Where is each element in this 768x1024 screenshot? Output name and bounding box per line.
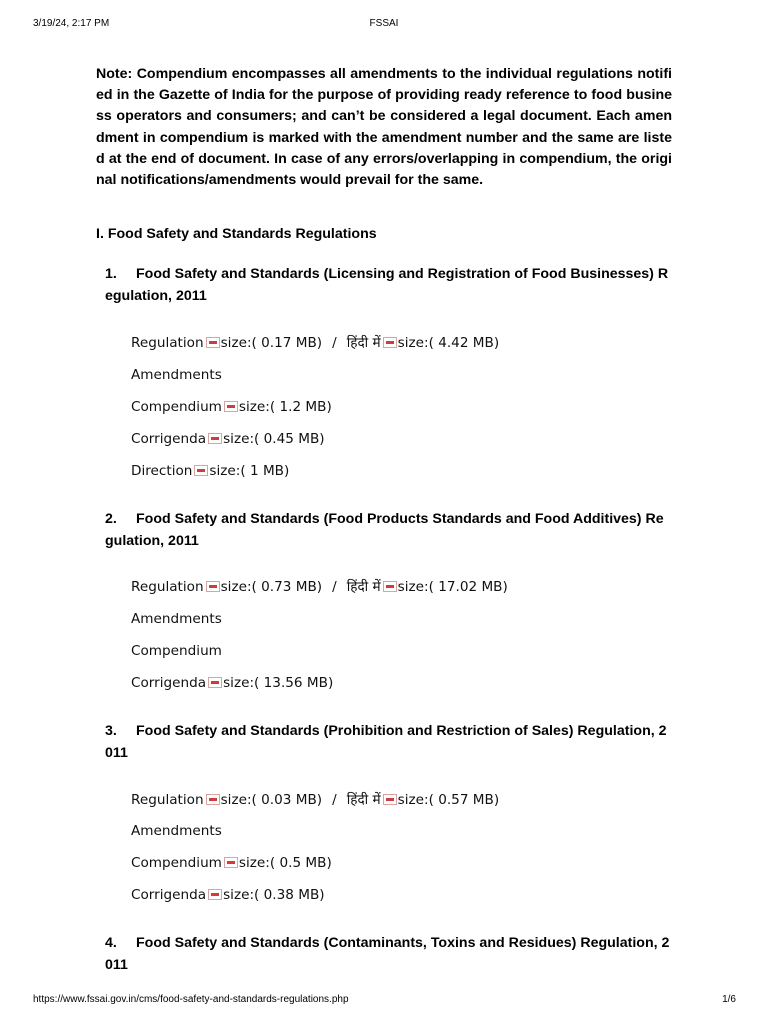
regulation-title: Food Safety and Standards (Contaminants, Toxins and Residues) Regulation, 2011	[105, 935, 670, 973]
file-size: size:( 13.56 MB)	[223, 675, 334, 691]
regulation-heading-4	[105, 933, 672, 976]
regulation-3-compendium-row	[131, 854, 332, 872]
regulation-number: 3.	[105, 723, 117, 739]
file-size: size:( 1.2 MB)	[238, 399, 332, 415]
regulation-heading-2	[105, 509, 672, 552]
file-size: size:( 0.38 MB)	[223, 887, 325, 903]
regulation-heading-3	[105, 721, 672, 764]
hindi-link[interactable]: हिंदी में	[346, 792, 381, 808]
file-size: size:( 17.02 MB)	[397, 579, 508, 595]
corrigenda-link[interactable]: Corrigenda	[131, 675, 207, 691]
hindi-link[interactable]: हिंदी में	[346, 335, 381, 351]
regulation-2-amendments-row	[131, 610, 222, 628]
compendium-link[interactable]: Compendium	[131, 643, 222, 659]
pdf-icon[interactable]	[206, 794, 220, 805]
separator: /	[332, 579, 337, 595]
pdf-icon[interactable]	[208, 889, 222, 900]
pdf-icon[interactable]	[206, 337, 220, 348]
pdf-icon[interactable]	[208, 433, 222, 444]
regulation-link[interactable]: Regulation	[131, 579, 204, 595]
file-size: size:( 1 MB)	[209, 463, 290, 479]
regulation-2-compendium-row	[131, 642, 222, 660]
amendments-link[interactable]: Amendments	[131, 823, 222, 839]
print-page-title: FSSAI	[369, 18, 399, 29]
file-size: size:( 0.5 MB)	[238, 855, 332, 871]
regulation-2-regulation-row	[131, 578, 508, 596]
pdf-icon[interactable]	[194, 465, 208, 476]
separator: /	[332, 792, 337, 808]
pdf-icon[interactable]	[383, 581, 397, 592]
regulation-title: Food Safety and Standards (Food Products Standards and Food Additives) Regulation, 2011	[105, 511, 664, 549]
regulation-link[interactable]: Regulation	[131, 792, 204, 808]
pdf-icon[interactable]	[208, 677, 222, 688]
regulation-1-corrigenda-row	[131, 430, 325, 448]
compendium-link[interactable]: Compendium	[131, 855, 222, 871]
pdf-icon[interactable]	[383, 337, 397, 348]
regulation-number: 4.	[105, 935, 117, 951]
regulation-title: Food Safety and Standards (Prohibition and Restriction of Sales) Regulation, 2011	[105, 723, 667, 761]
regulation-heading-1	[105, 264, 672, 307]
file-size: size:( 4.42 MB)	[397, 335, 500, 351]
file-size: size:( 0.17 MB)	[220, 335, 323, 351]
corrigenda-link[interactable]: Corrigenda	[131, 887, 207, 903]
compendium-note: Note: Compendium encompasses all amendments to the individual regulations notified in the Gazette of India for the purpose of providing ready reference to food business operators and consumers; and can’t be considered a legal document. Each amendment in compendium is marked with the amendment number and the same are listed at the end of document. In case of any errors/overlapping in compendium, the original notifications/amendments would prevail for the same.	[96, 66, 672, 189]
page-url: https://www.fssai.gov.in/cms/food-safety-and-standards-regulations.php	[33, 994, 349, 1005]
pdf-icon[interactable]	[224, 857, 238, 868]
regulation-1-amendments-row	[131, 366, 222, 384]
pdf-icon[interactable]	[224, 401, 238, 412]
regulation-3-regulation-row	[131, 791, 499, 809]
pdf-icon[interactable]	[206, 581, 220, 592]
regulation-1-compendium-row	[131, 398, 332, 416]
regulation-3-amendments-row	[131, 822, 222, 840]
amendments-link[interactable]: Amendments	[131, 367, 222, 383]
file-size: size:( 0.57 MB)	[397, 792, 500, 808]
regulation-1-direction-row	[131, 462, 289, 480]
file-size: size:( 0.03 MB)	[220, 792, 323, 808]
regulation-number: 2.	[105, 511, 117, 527]
compendium-link[interactable]: Compendium	[131, 399, 222, 415]
print-datetime: 3/19/24, 2:17 PM	[33, 18, 110, 29]
corrigenda-link[interactable]: Corrigenda	[131, 431, 207, 447]
page-number: 1/6	[722, 994, 736, 1005]
direction-link[interactable]: Direction	[131, 463, 193, 479]
file-size: size:( 0.45 MB)	[223, 431, 325, 447]
separator: /	[332, 335, 337, 351]
amendments-link[interactable]: Amendments	[131, 611, 222, 627]
pdf-icon[interactable]	[383, 794, 397, 805]
note-block	[96, 64, 672, 191]
section-title: I. Food Safety and Standards Regulations	[96, 226, 377, 242]
regulation-number: 1.	[105, 266, 117, 282]
regulation-title: Food Safety and Standards (Licensing and Registration of Food Businesses) Regulation, 2011	[105, 266, 669, 304]
regulation-1-regulation-row	[131, 334, 499, 352]
regulation-3-corrigenda-row	[131, 886, 325, 904]
regulation-link[interactable]: Regulation	[131, 335, 204, 351]
hindi-link[interactable]: हिंदी में	[346, 579, 381, 595]
file-size: size:( 0.73 MB)	[220, 579, 323, 595]
regulation-2-corrigenda-row	[131, 674, 333, 692]
